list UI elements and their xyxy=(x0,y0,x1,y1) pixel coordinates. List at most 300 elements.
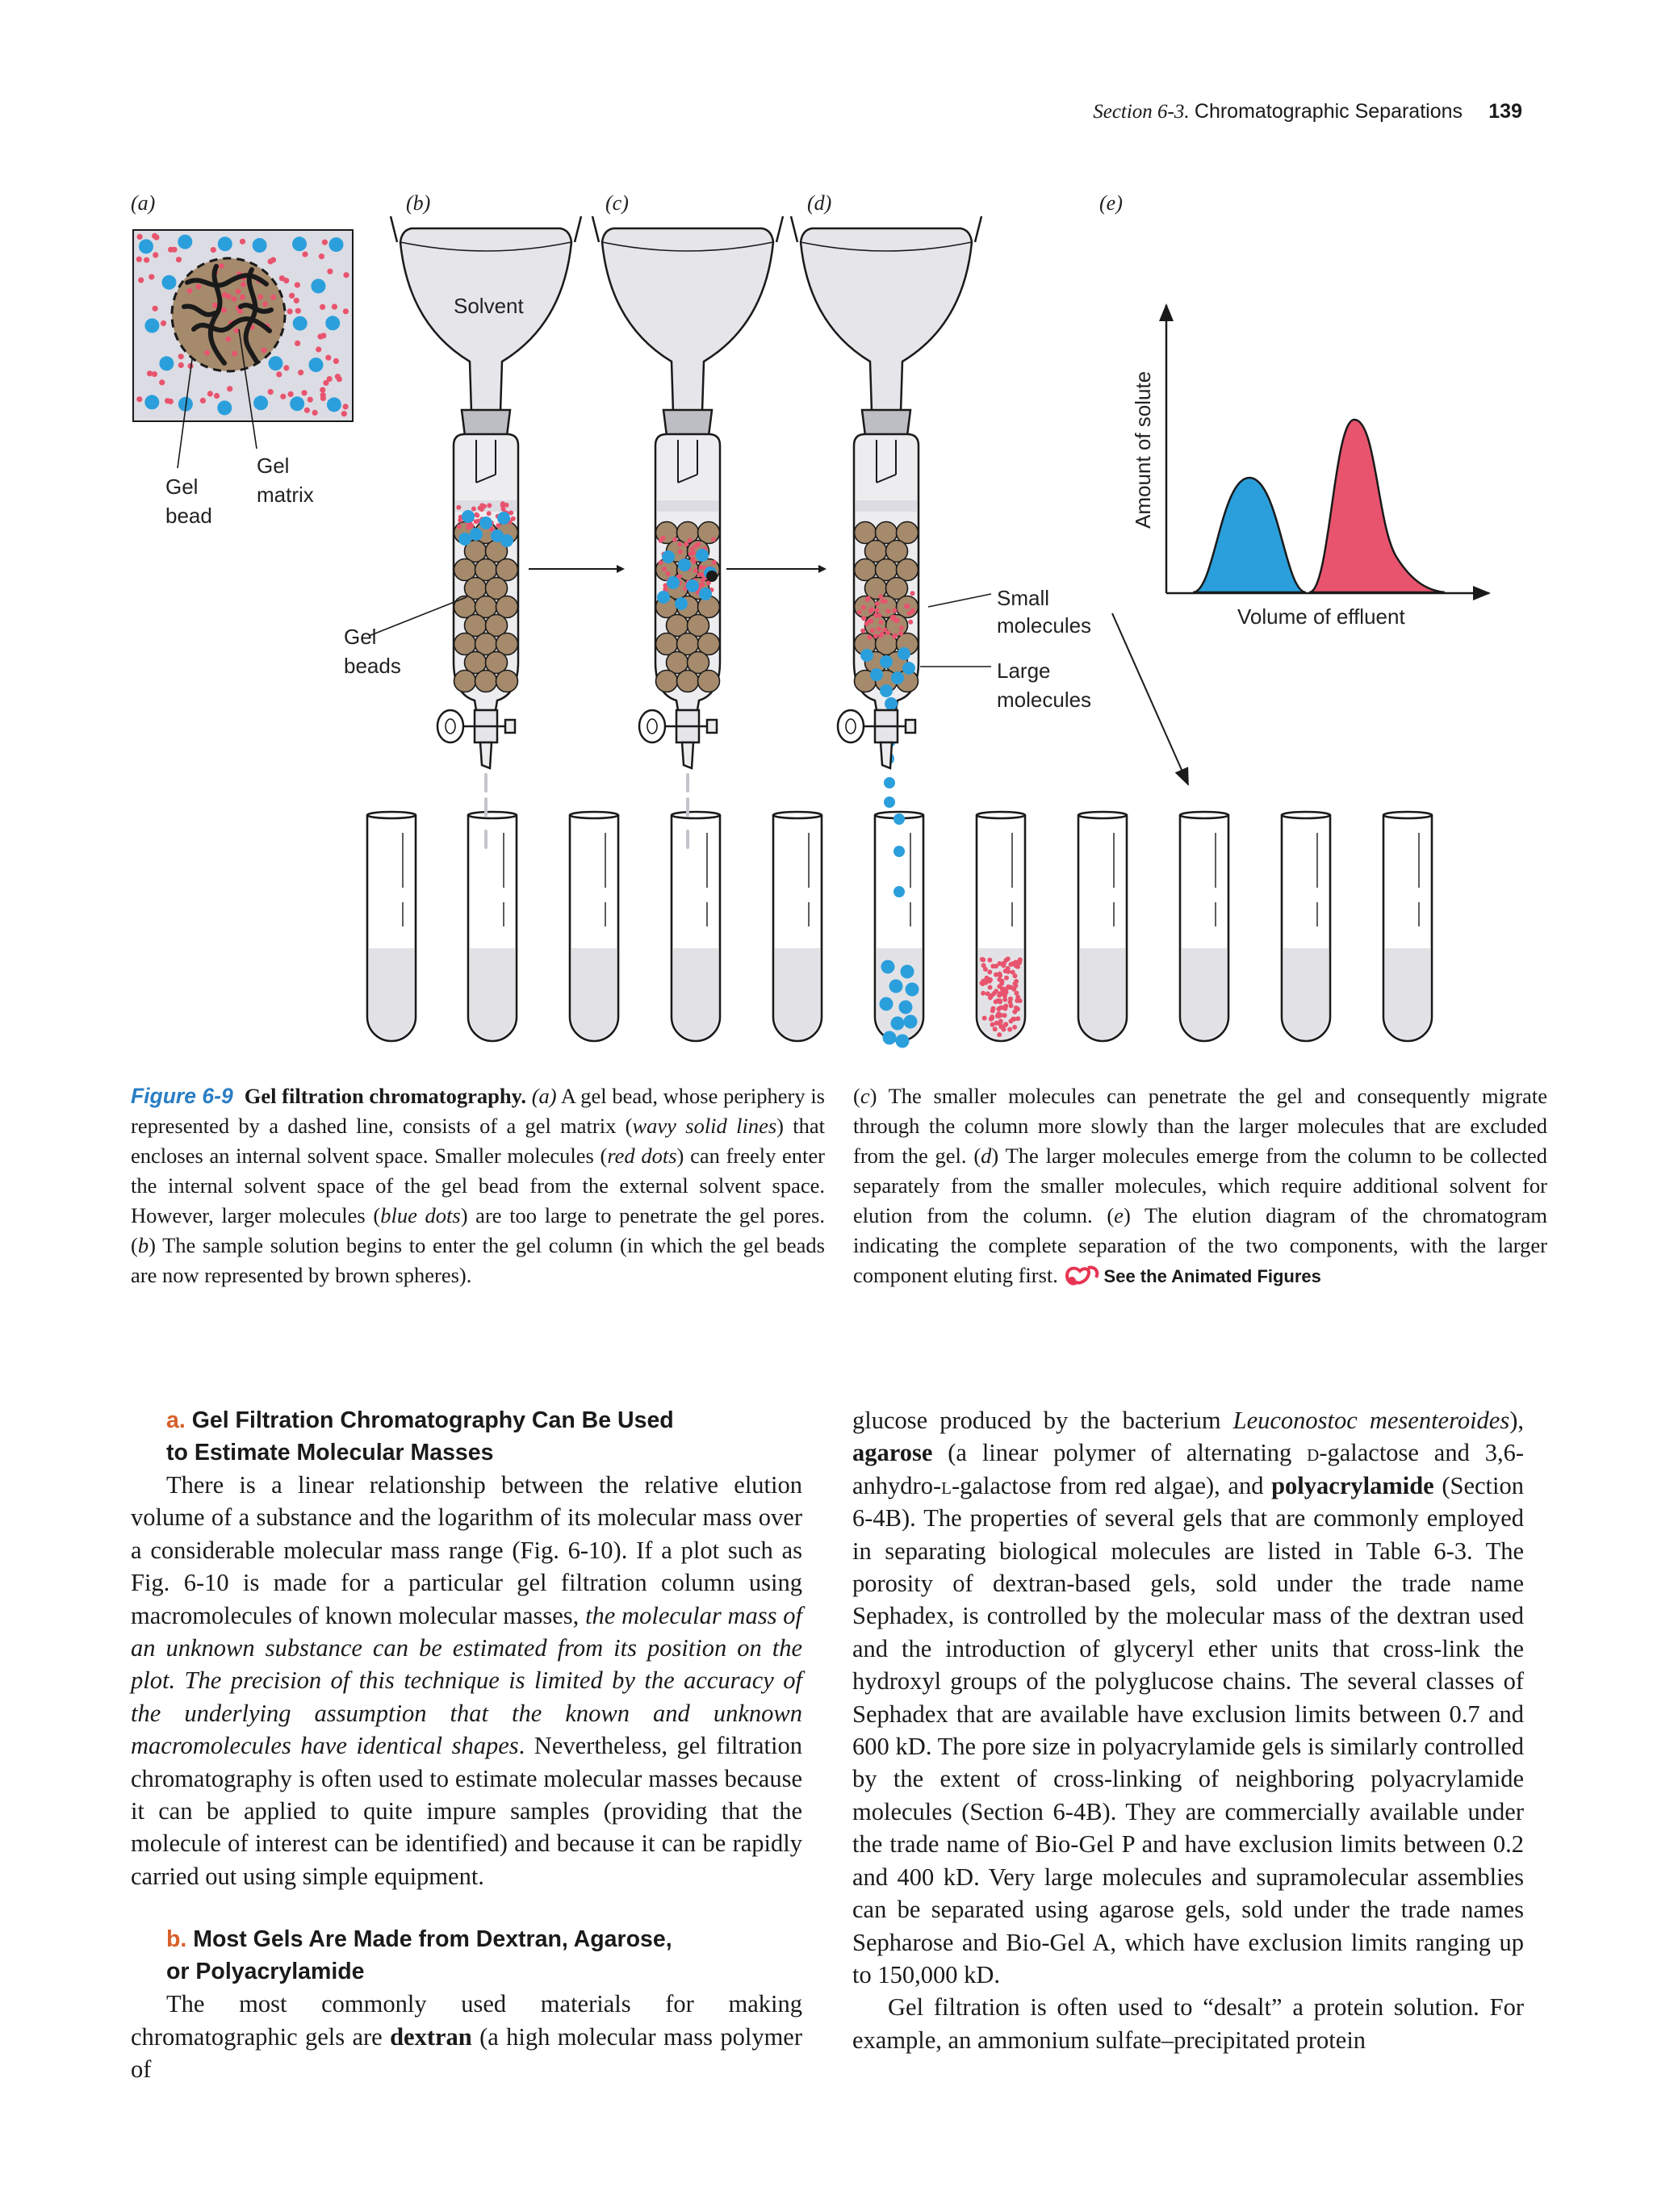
text-run: ) The elution diagram of the chromatogram indicating the complete separation of the two components, with the larger component eluting first. xyxy=(853,1203,1547,1287)
small-molecule-dot xyxy=(990,1016,994,1021)
text-run: Leuconostoc mesenteroides xyxy=(1232,1407,1510,1434)
panel-letter-c: (c) xyxy=(605,191,629,215)
tube-liquid xyxy=(1182,948,1227,1039)
figure-number: Figure 6-9 xyxy=(131,1084,233,1108)
test-tube xyxy=(1383,812,1432,1041)
text-run: ) that encloses an internal solvent space. Smaller molecules ( xyxy=(131,1114,826,1168)
small-molecule-dot xyxy=(882,627,887,632)
text-run: ), xyxy=(1509,1407,1524,1434)
heading-line: to Estimate Molecular Masses xyxy=(166,1440,494,1466)
falling-drop xyxy=(893,846,905,857)
gel-bead-sphere xyxy=(454,671,476,692)
stopper xyxy=(663,410,712,436)
small-molecule-dot xyxy=(511,516,516,521)
large-molecule-dot xyxy=(479,516,492,529)
tube-rim xyxy=(1180,812,1228,818)
small-molecule-dot xyxy=(857,610,862,615)
text-run: red dots xyxy=(607,1144,677,1168)
small-molecule-dot xyxy=(981,963,986,968)
small-molecule-dot xyxy=(996,1014,1001,1018)
text-run: glucose produced by the bacterium xyxy=(852,1407,1233,1434)
large-molecule-dot xyxy=(881,960,895,974)
text-run: polyacrylamide xyxy=(1271,1471,1434,1499)
gel-bead-label: Gel bead xyxy=(165,475,212,528)
small-molecule-dot xyxy=(153,252,158,257)
text-run: blue dots xyxy=(380,1203,461,1227)
small-molecule-dot xyxy=(980,981,985,986)
text-run: ) are too large to penetrate the gel pores. ( xyxy=(131,1203,825,1257)
large-molecule-dot xyxy=(902,662,915,675)
figure-title: Gel filtration chromatography. xyxy=(244,1084,527,1108)
small-molecule-dot xyxy=(999,981,1004,986)
paragraph xyxy=(131,1988,802,2085)
tube-liquid xyxy=(369,948,414,1039)
tube-liquid xyxy=(1080,948,1125,1039)
caption-left xyxy=(131,1081,825,1290)
text-run: ) The sample solution begins to enter the gel column (in which the gel beads are now represented by brown spheres). xyxy=(131,1233,825,1287)
stopcock-nut xyxy=(707,720,717,733)
large-molecule-dot xyxy=(885,697,898,710)
small-molecule-dot xyxy=(221,307,227,313)
small-molecule-dot xyxy=(879,620,884,625)
test-tube xyxy=(1078,812,1127,1041)
small-molecule-dot xyxy=(457,524,462,529)
small-molecule-dot xyxy=(144,257,149,263)
small-molecule-dot xyxy=(988,985,993,990)
small-molecule-dot xyxy=(982,1016,987,1021)
small-molecule-dot xyxy=(200,398,206,404)
column-c xyxy=(592,216,783,768)
small-molecule-dot xyxy=(864,621,869,626)
small-molecule-dot xyxy=(335,374,341,379)
small-molecule-dot xyxy=(1006,985,1011,989)
large-molecule-dot xyxy=(896,1035,910,1048)
small-molecule-dot xyxy=(1002,961,1006,966)
small-molecule-dot xyxy=(152,371,157,377)
small-molecule-dot xyxy=(988,977,993,982)
small-molecule-dot xyxy=(149,274,154,280)
stopcock-nut xyxy=(906,720,915,733)
small-molecule-dot xyxy=(875,608,880,613)
small-molecule-dot xyxy=(693,543,698,548)
stopcock-nut xyxy=(505,720,515,733)
large-molecule-dot xyxy=(667,576,680,589)
small-molecule-dot xyxy=(294,298,299,303)
gel-beads-leader xyxy=(369,597,467,636)
large-molecule-dot xyxy=(253,395,268,410)
small-molecule-dot xyxy=(1003,1022,1008,1027)
large-molecule-dot xyxy=(898,647,910,660)
text-run: b xyxy=(137,1233,149,1257)
text-run xyxy=(526,1084,532,1108)
caption-right xyxy=(853,1081,1547,1291)
small-molecule-dot xyxy=(222,292,228,298)
section-number: Section 6-3. xyxy=(1093,101,1190,123)
text-run: . Nevertheless, gel filtration chromatography is often used to estimate molecular masses because it can be applied to quite impure samples (providing that the molecule of interest can be identified) and because it can be rapidly carried out using simple equipment. xyxy=(131,1732,802,1890)
large-molecule-dot xyxy=(292,236,307,251)
test-tube xyxy=(875,812,923,1048)
small-molecule-dot xyxy=(691,550,696,555)
small-molecule-dot xyxy=(711,537,716,542)
falling-drop xyxy=(893,813,905,825)
figure-6-9 xyxy=(0,0,1653,1098)
small-molecule-dot xyxy=(500,503,505,508)
solvent-label: Solvent xyxy=(454,294,524,318)
large-molecule-dot xyxy=(329,237,344,252)
small-molecule-dot xyxy=(327,269,333,274)
small-molecule-dot xyxy=(1006,966,1011,971)
tube-liquid xyxy=(470,948,515,1039)
small-molecule-dot xyxy=(268,389,274,395)
small-molecule-dot xyxy=(1006,956,1011,961)
solvent-layer xyxy=(856,500,917,512)
small-molecule-dot xyxy=(890,615,895,620)
small-molecule-dot xyxy=(232,296,237,302)
text-run: (a high molecular mass polymer of xyxy=(131,2022,802,2084)
small-molecule-dot xyxy=(1013,981,1018,986)
small-molecule-dot xyxy=(301,390,307,395)
stopcock-handle xyxy=(639,710,665,742)
elution-diagram xyxy=(1112,305,1489,784)
small-molecule-dot xyxy=(227,386,232,391)
large-molecule-dot xyxy=(269,356,283,370)
small-molecule-dot xyxy=(295,282,300,288)
small-molecule-dot xyxy=(661,536,666,541)
small-molecule-dot xyxy=(159,379,165,385)
section-title: Chromatographic Separations xyxy=(1194,100,1463,123)
funnel-rim-left xyxy=(592,216,599,242)
small-molecule-dot xyxy=(993,1027,998,1031)
small-molecule-dot xyxy=(176,257,182,262)
body-column-left xyxy=(131,1404,802,2086)
test-tube xyxy=(1282,812,1330,1041)
small-molecule-dot xyxy=(219,263,224,269)
small-molecule-dot xyxy=(869,607,874,612)
stopper xyxy=(462,410,510,436)
small-molecule-dot xyxy=(996,1006,1001,1011)
small-molecule-dot xyxy=(171,247,177,253)
small-molecule-dot xyxy=(910,591,915,596)
tube-rim xyxy=(570,812,618,818)
small-molecule-dot xyxy=(136,257,142,262)
text-run: c xyxy=(860,1084,870,1108)
large-molecule-dot xyxy=(906,983,919,997)
small-molecule-dot xyxy=(262,348,267,353)
tube-rim xyxy=(977,812,1025,818)
small-molecule-dot xyxy=(881,599,885,604)
small-molecule-dot xyxy=(688,537,693,542)
small-molecule-dot xyxy=(693,568,698,573)
large-molecule-dot xyxy=(870,668,883,681)
small-molecule-dot xyxy=(700,583,705,587)
see-animated-figures-link[interactable] xyxy=(1064,1266,1321,1286)
small-molecule-dot xyxy=(885,609,890,614)
small-molecule-dot xyxy=(861,616,866,621)
small-molecule-dot xyxy=(482,504,487,508)
small-molecule-dot xyxy=(225,337,231,342)
small-molecule-dot xyxy=(283,365,289,370)
small-molecule-dot xyxy=(1012,1025,1017,1030)
text-run: l xyxy=(941,1471,952,1499)
stopcock-handle-hole xyxy=(846,719,856,734)
small-molecule-dot xyxy=(240,239,245,245)
text-run: e xyxy=(1114,1203,1124,1227)
small-molecule-dot xyxy=(317,334,323,340)
large-molecule-dot xyxy=(901,965,914,979)
small-molecule-dot xyxy=(684,542,688,546)
heading-line: Most Gels Are Made from Dextran, Agarose, xyxy=(193,1926,672,1953)
small-molecule-dot xyxy=(880,632,885,637)
small-molecule-dot xyxy=(475,513,479,518)
small-molecule-dot xyxy=(877,627,881,632)
small-molecule-dot xyxy=(990,1006,995,1011)
funnel-rim-left xyxy=(791,216,797,242)
small-molecule-dot xyxy=(241,282,246,287)
small-molecule-dot xyxy=(343,272,349,278)
small-molecule-dot xyxy=(323,380,329,386)
small-molecule-dot xyxy=(678,550,683,554)
text-run: A gel bead, whose periphery is represented by a dashed line, consists of a gel matrix ( xyxy=(131,1084,825,1138)
small-molecule-dot xyxy=(257,295,263,300)
small-molecule-dot xyxy=(666,571,671,576)
large-molecule-dot xyxy=(880,997,893,1011)
small-molecule-dot xyxy=(288,391,294,397)
column-d xyxy=(791,216,981,768)
small-molecule-dot xyxy=(312,410,318,416)
small-molecule-dot xyxy=(178,362,184,368)
small-molecule-dot xyxy=(487,511,492,516)
small-molecule-dot xyxy=(240,295,245,300)
small-molecule-dot xyxy=(471,507,476,512)
small-molecule-dot xyxy=(153,235,159,240)
small-molecule-dot xyxy=(196,284,202,290)
small-molecule-dot xyxy=(997,993,1002,997)
funnel-rim-right xyxy=(575,216,581,242)
text-run: d xyxy=(981,1144,992,1168)
small-molecule-dot xyxy=(320,395,326,401)
small-molecule-dot xyxy=(1015,991,1019,996)
large-molecule-dot xyxy=(144,319,159,333)
solute-marker xyxy=(706,571,718,582)
drip-tip xyxy=(881,742,892,768)
small-molecule-dot xyxy=(662,567,667,571)
small-molecule-dot xyxy=(212,303,218,308)
small-molecule-dot xyxy=(279,275,285,281)
animation-icon xyxy=(1064,1263,1101,1287)
falling-drop xyxy=(884,777,895,788)
tube-rim xyxy=(1383,812,1432,818)
tube-liquid xyxy=(1385,948,1430,1039)
small-molecule-dot xyxy=(1015,1006,1020,1011)
paragraph xyxy=(852,1404,1524,1991)
small-molecule-dot xyxy=(894,618,899,623)
small-molecule-dot xyxy=(1012,1017,1017,1022)
tube-liquid xyxy=(571,948,617,1039)
small-molecule-dot xyxy=(232,351,237,357)
small-molecule-dot xyxy=(137,234,143,240)
small-molecule-dot xyxy=(899,625,904,630)
large-molecule-dot xyxy=(311,279,325,294)
small-molecule-dot xyxy=(870,628,875,633)
large-molecule-dot xyxy=(699,587,712,600)
small-molecule-dot xyxy=(868,618,873,623)
text-run: ) The smaller molecules can penetrate the gel and consequently migrate through the column more slowly than the larger molecules that are excluded from the gel. ( xyxy=(853,1084,1547,1168)
x-axis-label: Volume of effluent xyxy=(1237,604,1405,629)
small-molecule-dot xyxy=(998,1018,1003,1023)
small-molecule-dot xyxy=(325,355,331,361)
text-run: ) The larger molecules emerge from the column to be collected separately from the smaller molecules, which require additional solvent for elution from the column. ( xyxy=(853,1144,1547,1227)
paragraph xyxy=(131,1469,802,1892)
heading-line: or Polyacrylamide xyxy=(166,1959,365,1985)
text-run: (a) xyxy=(531,1084,557,1108)
large-molecule-dot xyxy=(217,400,232,415)
heading-line: Gel Filtration Chromatography Can Be Used xyxy=(191,1407,674,1433)
test-tube xyxy=(977,812,1025,1041)
large-molecule-dot xyxy=(889,980,903,993)
drip-tip xyxy=(682,742,693,768)
large-molecule-dot xyxy=(462,510,475,523)
text-run: dextran xyxy=(390,2022,472,2051)
small-molecule-dot xyxy=(343,404,349,409)
test-tube xyxy=(367,812,416,1041)
large-molecule-dot xyxy=(686,579,699,592)
small-molecule-dot xyxy=(270,257,276,263)
text-run: agarose xyxy=(852,1439,933,1467)
text-run: (Section 6-4B). The properties of several gels that are commonly employed in separating biological molecules are listed in Table 6-3. The porosity of dextran-based gels, sold under the trade name Sephadex, is controlled by the molecular mass of the dextran used and the introduction of glyceryl ether units that cross-link the hydroxyl groups of the polyglucose chains. The several classes of Sephadex that are available have exclusion limits between 0.7 and 600 kD. The pore size in polyacrylamide gels is similarly controlled by the extent of cross-linking of neighboring polyacrylamide molecules (Section 6-4B). They are commercially available under the trade name of Bio-Gel P and have exclusion limits between 0.2 and 400 kD. Very large molecules and supramolecular assemblies can be separated using agarose gels, sold under the trade names Sepharose and Bio-Gel A, which have exclusion limits ranging up to 150,000 kD. xyxy=(852,1471,1524,1988)
tube-rim xyxy=(468,812,517,818)
small-molecule-dot xyxy=(161,320,166,326)
small-molecule-dot xyxy=(987,958,992,963)
large-molecule-dot xyxy=(293,316,308,331)
panel-letter-d: (d) xyxy=(807,191,832,215)
large-molecule-dot xyxy=(904,1015,918,1029)
gel-bead-panel xyxy=(133,230,353,528)
large-molecule-dot xyxy=(899,1001,913,1014)
heading-letter: a. xyxy=(166,1407,186,1433)
tube-rim xyxy=(367,812,416,818)
large-molecule-dot xyxy=(327,397,341,412)
body-column-right xyxy=(852,1404,1524,2056)
stopcock-handle-hole xyxy=(647,719,657,734)
test-tube xyxy=(1180,812,1228,1041)
small-molecule-dot xyxy=(878,594,883,599)
large-molecule-dot xyxy=(675,597,688,610)
small-molecule-dot xyxy=(341,411,347,416)
test-tube xyxy=(773,812,822,1041)
small-molecule-dot xyxy=(234,328,240,333)
large-molecule-dot xyxy=(891,1017,905,1031)
heading-letter: b. xyxy=(166,1926,187,1953)
stopcock-handle-hole xyxy=(446,719,455,734)
large-molecules-label: Large molecules xyxy=(997,659,1092,712)
small-molecule-dot xyxy=(1002,1006,1007,1011)
small-molecule-dot xyxy=(875,601,880,606)
small-molecule-dot xyxy=(986,991,990,996)
small-molecule-dot xyxy=(295,341,300,346)
tube-liquid xyxy=(673,948,718,1039)
small-molecule-dot xyxy=(1002,993,1007,998)
small-molecule-dot xyxy=(214,393,220,399)
gel-bead-sphere xyxy=(496,671,518,692)
small-molecule-dot xyxy=(1015,998,1019,1003)
gel-bead-sphere xyxy=(656,671,678,692)
small-molecule-dot xyxy=(981,991,986,996)
small-molecule-dot xyxy=(289,293,295,299)
tube-rim xyxy=(773,812,822,818)
text-run: the molecular mass of an unknown substance can be estimated from its position on the plot. The precision of this technique is limited by the accuracy of the underlying assumption that the known and unknown macromolecules have identical shapes xyxy=(131,1601,803,1760)
stopcock-handle xyxy=(838,710,864,742)
small-molecule-dot xyxy=(319,253,324,259)
solvent-layer xyxy=(657,500,718,512)
small-molecule-dot xyxy=(908,620,913,625)
small-molecule-dot xyxy=(236,289,241,295)
large-molecule-dot xyxy=(178,235,192,249)
small-molecule-dot xyxy=(1007,1027,1012,1032)
small-molecule-dot xyxy=(994,964,998,968)
funnel-rim-left xyxy=(391,216,397,242)
small-molecule-dot xyxy=(699,565,704,570)
text-run: There is a linear relationship between the relative elution volume of a substance and the logarithm of its molecular mass over a considerable molecular mass range (Fig. 6-10). If a plot such as Fig. 6-10 is made for a particular gel filtration column using macromolecules of known molecular masses, xyxy=(131,1471,802,1629)
gel-bead xyxy=(172,258,285,371)
text-run: (a linear polymer of alternating xyxy=(932,1439,1308,1467)
large-molecule-dot xyxy=(657,591,670,604)
small-molecule-dot xyxy=(211,247,216,253)
section-heading xyxy=(131,1404,802,1469)
small-molecule-dot xyxy=(861,605,866,610)
small-molecule-dot xyxy=(1004,976,1009,981)
small-molecule-dot xyxy=(287,308,293,314)
large-molecule-dot xyxy=(253,238,267,253)
test-tube xyxy=(672,812,720,1041)
funnel xyxy=(400,228,571,412)
panel-letter-e: (e) xyxy=(1099,191,1123,215)
gel-bead-sphere xyxy=(677,671,699,692)
large-molecule-dot xyxy=(696,549,709,562)
small-molecule-dot xyxy=(320,387,325,393)
text-run: Gel filtration is often used to “desalt” a protein solution. For example, an ammonium sulfate–precipitated protein xyxy=(852,1993,1524,2054)
large-molecules-peak xyxy=(1193,478,1306,592)
small-molecule-dot xyxy=(867,635,872,640)
gel-bead-sphere xyxy=(698,671,720,692)
small-molecule-dot xyxy=(1007,1000,1012,1005)
gel-beads-label: Gel beads xyxy=(344,625,401,678)
small-molecule-dot xyxy=(981,957,986,962)
small-molecule-dot xyxy=(910,608,915,613)
large-molecule-dot xyxy=(880,684,893,697)
small-molecule-dot xyxy=(204,350,210,356)
stopper xyxy=(862,410,910,436)
large-molecule-dot xyxy=(497,512,510,525)
large-molecule-dot xyxy=(883,1031,897,1045)
small-molecule-dot xyxy=(178,353,184,359)
large-molecule-dot xyxy=(678,558,691,571)
small-molecule-dot xyxy=(168,399,174,404)
small-molecule-dot xyxy=(1017,959,1022,964)
funnel xyxy=(602,228,773,412)
small-molecules-peak xyxy=(1309,420,1445,592)
small-molecule-dot xyxy=(898,631,903,636)
drip-tip xyxy=(480,742,492,768)
small-molecule-dot xyxy=(893,633,898,638)
large-molecule-dot xyxy=(325,316,340,330)
small-molecule-dot xyxy=(322,240,328,245)
small-molecule-dot xyxy=(343,308,349,314)
funnel-rim-right xyxy=(975,216,981,242)
text-run: ( xyxy=(853,1084,860,1108)
large-molecule-dot xyxy=(500,534,513,547)
section-heading xyxy=(131,1923,802,1988)
funnel-rim-right xyxy=(776,216,783,242)
